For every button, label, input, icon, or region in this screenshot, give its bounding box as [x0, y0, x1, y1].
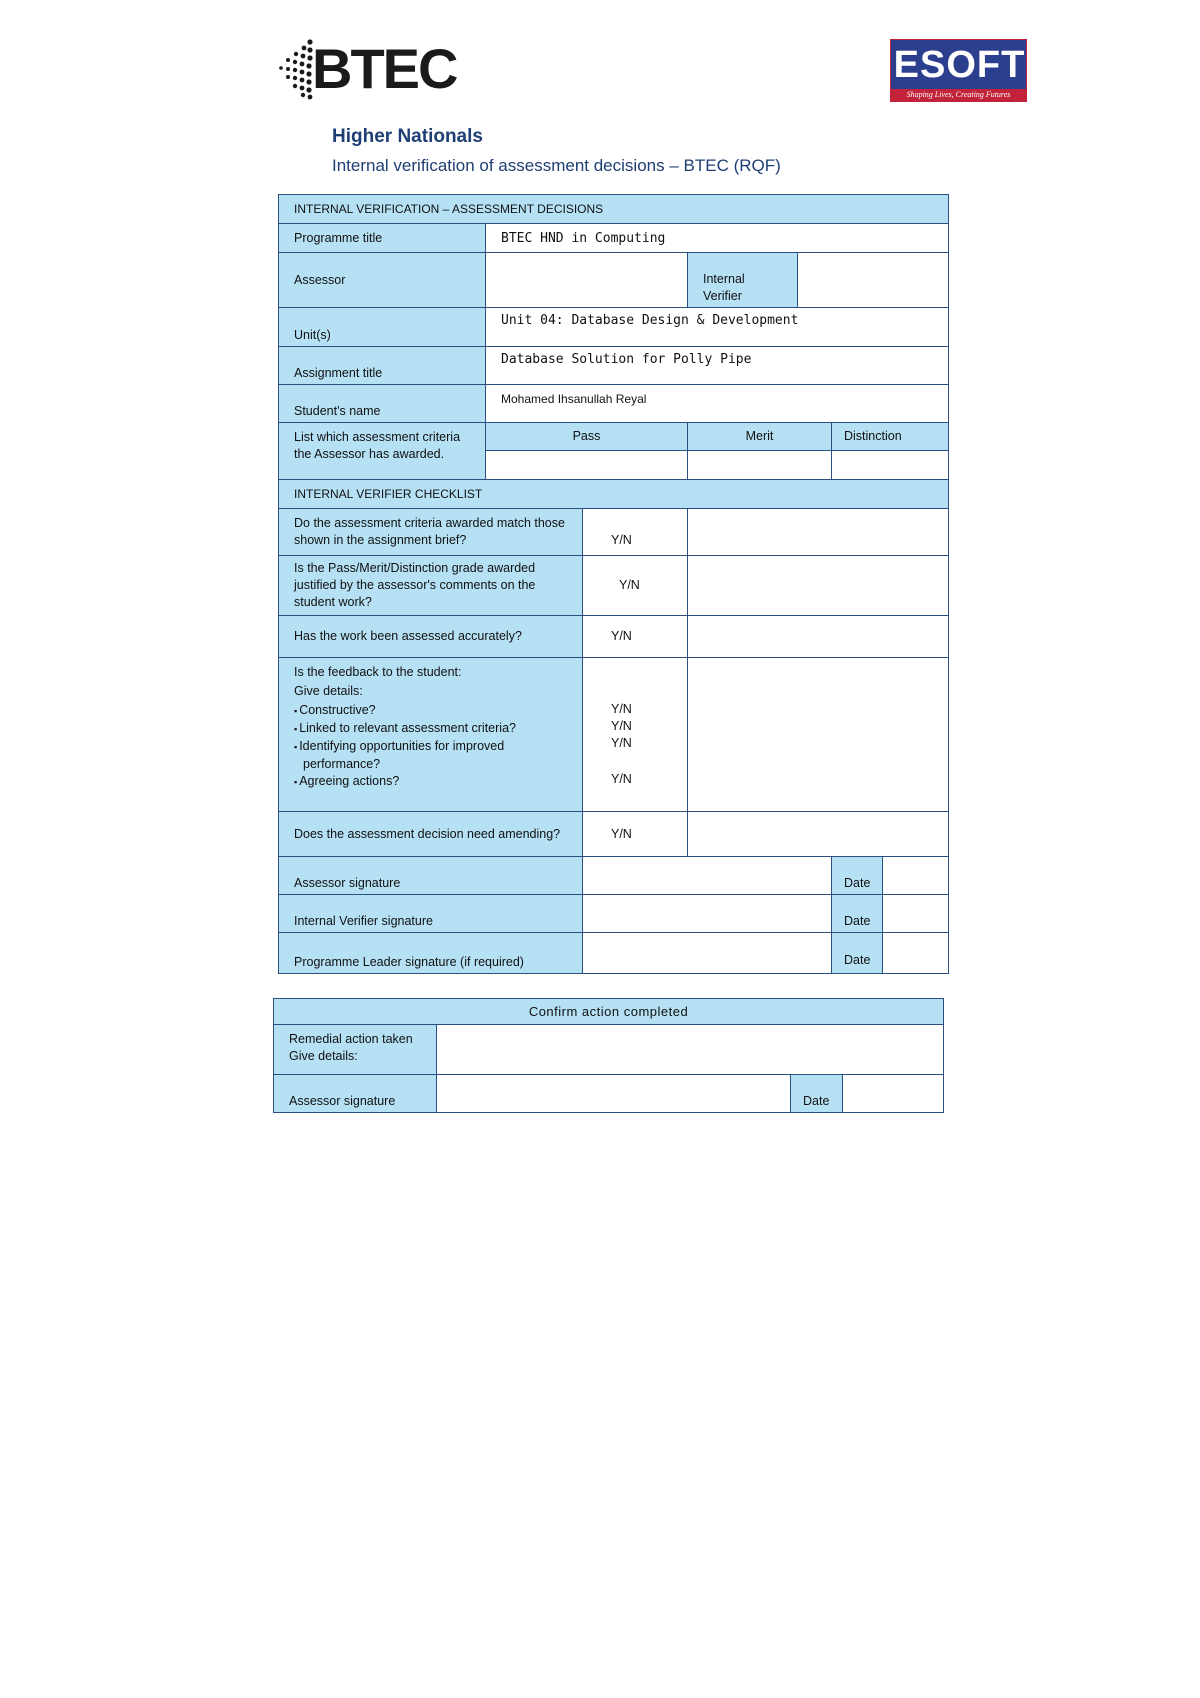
q4-item-agreeing: ▪ Agreeing actions? — [294, 773, 567, 791]
units-label: Unit(s) — [279, 308, 486, 347]
confirm-action-table — [273, 998, 944, 1113]
q4-comment-field[interactable] — [688, 658, 949, 812]
q4-yn-agreeing[interactable]: Y/N — [611, 772, 632, 786]
verification-table — [278, 194, 949, 974]
iv-signature-field[interactable] — [583, 895, 832, 933]
esoft-logo-text: ESOFT — [893, 44, 1026, 86]
confirm-title: Confirm action completed — [274, 999, 944, 1025]
checklist-q2: Is the Pass/Merit/Distinction grade awarded justified by the assessor's comments on the student work? — [279, 556, 583, 616]
q2-comment-field[interactable] — [688, 556, 949, 616]
pass-column-header: Pass — [486, 423, 688, 451]
checklist-q3: Has the work been assessed accurately? — [279, 616, 583, 658]
programme-title-label: Programme title — [279, 224, 486, 253]
checklist-q4 — [279, 658, 583, 812]
q4-yn-identifying[interactable]: Y/N — [611, 736, 632, 750]
q4-give-details: Give details: — [294, 684, 363, 698]
q1-yn[interactable]: Y/N — [583, 509, 688, 556]
criteria-label: List which assessment criteria the Assessor has awarded. — [279, 423, 486, 480]
internal-verifier-field[interactable] — [798, 253, 949, 308]
remedial-label — [274, 1025, 437, 1075]
q4-yn-linked[interactable]: Y/N — [611, 719, 632, 733]
assessor-label: Assessor — [279, 253, 486, 308]
esoft-logo — [890, 39, 1027, 102]
iv-signature-label: Internal Verifier signature — [279, 895, 583, 933]
merit-column-header: Merit — [688, 423, 832, 451]
page-subtitle: Internal verification of assessment decisions – BTEC (RQF) — [332, 156, 781, 175]
confirm-date-label: Date — [791, 1075, 843, 1113]
pl-signature-field[interactable] — [583, 933, 832, 974]
assessor-signature-label: Assessor signature — [279, 857, 583, 895]
iv-date-label: Date — [832, 895, 883, 933]
btec-dots-icon — [276, 38, 316, 100]
q4-intro: Is the feedback to the student: — [294, 665, 462, 679]
assessor-date-field[interactable] — [883, 857, 949, 895]
q4-item-linked: ▪ Linked to relevant assessment criteria? — [294, 720, 567, 738]
pl-date-field[interactable] — [883, 933, 949, 974]
assignment-title-label: Assignment title — [279, 347, 486, 385]
q4-item-constructive: ▪ Constructive? — [294, 702, 567, 720]
merit-criteria-field[interactable] — [688, 451, 832, 480]
q3-yn[interactable]: Y/N — [583, 616, 688, 658]
distinction-column-header: Distinction — [832, 423, 949, 451]
assessor-field[interactable] — [486, 253, 688, 308]
checklist-q1: Do the assessment criteria awarded match those shown in the assignment brief? — [279, 509, 583, 556]
confirm-assessor-signature-label: Assessor signature — [274, 1075, 437, 1113]
assessor-date-label: Date — [832, 857, 883, 895]
remedial-give-details: Give details: — [289, 1049, 358, 1063]
section-title: INTERNAL VERIFICATION – ASSESSMENT DECISIONS — [279, 195, 949, 224]
iv-date-field[interactable] — [883, 895, 949, 933]
btec-logo-text: BTEC — [312, 37, 457, 100]
q3-comment-field[interactable] — [688, 616, 949, 658]
checklist-q5: Does the assessment decision need amending? — [279, 812, 583, 857]
remedial-details-field[interactable] — [437, 1025, 944, 1075]
internal-verifier-label: Internal Verifier — [688, 253, 798, 308]
pl-signature-label: Programme Leader signature (if required) — [279, 933, 583, 974]
q5-comment-field[interactable] — [688, 812, 949, 857]
pl-date-label: Date — [832, 933, 883, 974]
btec-logo — [276, 38, 466, 100]
q5-yn[interactable]: Y/N — [583, 812, 688, 857]
esoft-tagline: Shaping Lives, Creating Futures — [891, 89, 1026, 101]
q1-comment-field[interactable] — [688, 509, 949, 556]
q2-yn[interactable]: Y/N — [583, 556, 688, 616]
q4-yn-constructive[interactable]: Y/N — [611, 702, 632, 716]
student-name-field[interactable]: Mohamed Ihsanullah Reyal — [486, 385, 949, 423]
distinction-criteria-field[interactable] — [832, 451, 949, 480]
student-name-label: Student's name — [279, 385, 486, 423]
checklist-title: INTERNAL VERIFIER CHECKLIST — [279, 480, 949, 509]
q4-item-identifying: ▪ Identifying opportunities for improved performance? — [294, 738, 567, 773]
confirm-date-field[interactable] — [843, 1075, 944, 1113]
assignment-title-field[interactable]: Database Solution for Polly Pipe — [486, 347, 949, 385]
programme-title-field[interactable]: BTEC HND in Computing — [486, 224, 949, 253]
pass-criteria-field[interactable] — [486, 451, 688, 480]
assessor-signature-field[interactable] — [583, 857, 832, 895]
units-field[interactable]: Unit 04: Database Design & Development — [486, 308, 949, 347]
remedial-action-label: Remedial action taken — [289, 1032, 413, 1046]
confirm-assessor-signature-field[interactable] — [437, 1075, 791, 1113]
page-title: Higher Nationals — [332, 126, 483, 147]
q4-yn-group — [583, 658, 688, 812]
